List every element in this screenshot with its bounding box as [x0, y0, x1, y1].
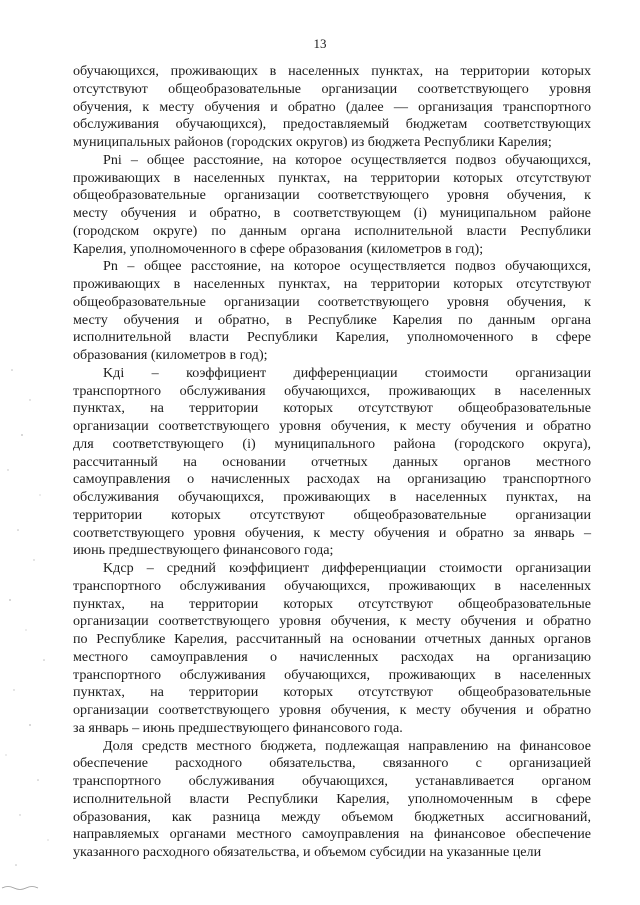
text-line: за январь – июнь предшествующего финансового года.: [73, 719, 403, 736]
text-line: исполнительной власти Республики Карелия, уполномоченного в сфере: [73, 329, 591, 346]
text-line: транспортного обслуживания обучающихся, проживающих в населенных: [73, 382, 591, 399]
page-number: 13: [313, 36, 327, 51]
paragraph: [73, 560, 591, 738]
text-line: общеобразовательные организации соответствующего уровня обучения, к: [73, 293, 591, 310]
text-line: обслуживания обучающихся), предоставляемый бюджетам соответствующих: [73, 116, 591, 133]
text-line: обучения, к месту обучения и обратно (далее — организация транспортного: [73, 98, 591, 115]
text-line: по Республике Карелия, рассчитанный на основании отчетных данных органов: [73, 631, 591, 647]
text-line: Kдi – коэффициент дифференциации стоимости организации: [103, 364, 591, 381]
text-line: образования (километров в год);: [73, 347, 268, 363]
text-line: пунктах, на территории которых отсутствуют общеобразовательные: [73, 595, 591, 612]
text-line: (городском округе) по данным органа исполнительной власти Республики: [73, 222, 591, 239]
text-line: транспортного обслуживания обучающихся, проживающих в населенных: [73, 666, 591, 683]
paragraph: [73, 152, 591, 259]
text-line: муниципальных районов (городских округов) из бюджета Республики Карелия;: [73, 134, 552, 150]
paragraph: [73, 365, 591, 560]
text-line: Kдср – средний коэффициент дифференциации стоимости организации: [103, 560, 591, 576]
text-line: Pn – общее расстояние, на которое осуществляется подвоз обучающихся,: [103, 258, 591, 275]
text-line: рассчитанный на основании отчетных данных органов местного: [73, 453, 591, 470]
text-line: месту обучения и обратно, в Республике Карелия по данным органа: [73, 311, 591, 328]
text-line: самоуправления о начисленных расходах на организацию транспортного: [73, 471, 591, 488]
text-line: июнь предшествующего финансового года;: [73, 542, 334, 559]
text-line: организации соответствующего уровня обучения, к месту обучения и обратно: [73, 418, 591, 434]
text-line: исполнительной власти Республики Карелия, уполномоченным в сфере: [73, 790, 591, 807]
text-line: Pnі – общее расстояние, на которое осуществляется подвоз обучающихся,: [103, 151, 591, 168]
text-line: пунктах, на территории которых отсутствуют общеобразовательные: [73, 400, 591, 417]
paragraph: [73, 63, 591, 152]
text-line: пунктах, на территории которых отсутствуют общеобразовательные: [73, 684, 591, 701]
text-line: проживающих в населенных пунктах, на территории которых отсутствуют: [73, 169, 591, 186]
text-line: местного самоуправления о начисленных расходах на организацию: [73, 648, 591, 665]
text-line: организации соответствующего уровня обучения, к месту обучения и обратно: [73, 702, 591, 718]
text-line: обучающихся, проживающих в населенных пунктах, на территории которых: [73, 63, 591, 79]
text-line: отсутствуют общеобразовательные организации соответствующего уровня: [73, 80, 591, 97]
text-line: обеспечение расходного обязательства, связанного с организацией: [73, 755, 591, 772]
text-line: проживающих в населенных пунктах, на территории которых отсутствуют: [73, 276, 591, 292]
text-line: Доля средств местного бюджета, подлежащая направлению на финансовое: [103, 737, 591, 754]
text-line: Карелия, уполномоченного в сфере образования (километров в год);: [73, 240, 484, 257]
paragraph: [73, 738, 591, 862]
text-line: территории которых отсутствуют общеобразовательные организации: [73, 506, 591, 523]
scan-noise-decoration: [0, 360, 60, 905]
text-line: указанного расходного обязательства, и объемом субсидии на указанные цели: [73, 844, 542, 860]
text-line: транспортного обслуживания обучающихся, устанавливается органом: [73, 773, 591, 789]
text-line: месту обучения и обратно, в соответствующем (і) муниципальном районе: [73, 205, 591, 221]
text-line: для соответствующего (і) муниципального района (городского округа),: [73, 435, 591, 452]
text-line: транспортного обслуживания обучающихся, проживающих в населенных: [73, 577, 591, 594]
text-line: общеобразовательные организации соответствующего уровня обучения, к: [73, 187, 591, 204]
text-line: соответствующего уровня обучения, к месту обучения и обратно за январь –: [73, 524, 591, 541]
text-line: образования, как разница между объемом бюджетных ассигнований,: [73, 808, 591, 825]
document-body: [73, 63, 591, 862]
text-line: направляемых органами местного самоуправления на финансовое обеспечение: [73, 826, 591, 843]
text-line: обслуживания обучающихся, проживающих в населенных пунктах, на: [73, 489, 591, 505]
paragraph: [73, 258, 591, 365]
text-line: организации соответствующего уровня обучения, к месту обучения и обратно: [73, 613, 591, 630]
